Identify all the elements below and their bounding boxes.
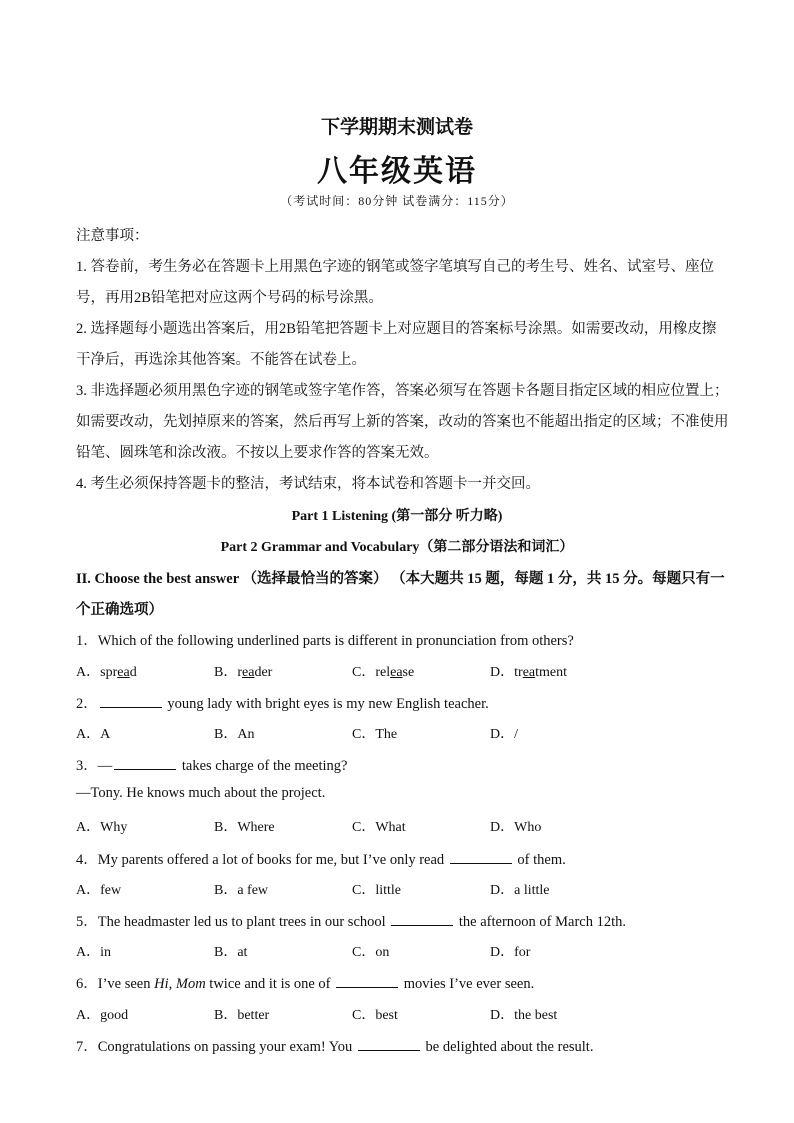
section-title: II. Choose the best answer （选择最恰当的答案） （本大题共 15 题，每题 1 分，共 15 分。每题只有一	[76, 571, 725, 587]
part2-heading: Part 2 Grammar and Vocabulary（第二部分语法和词汇）	[220, 540, 574, 555]
option-c[interactable]: C．release	[352, 665, 415, 680]
option-a[interactable]: A．Why	[76, 820, 128, 835]
question-7: 7．Congratulations on passing your exam! You be delighted about the result.	[76, 1039, 594, 1055]
option-b[interactable]: B．at	[214, 945, 248, 960]
answer-blank[interactable]	[336, 986, 398, 988]
part1-heading: Part 1 Listening (第一部分 听力略)	[291, 509, 503, 524]
question-3-reply: —Tony. He knows much about the project.	[76, 785, 326, 801]
notes-line: 铅笔、圆珠笔和涂改液。不按以上要求作答的答案无效。	[76, 445, 439, 461]
option-c[interactable]: C．The	[352, 727, 398, 742]
option-d[interactable]: D．treatment	[490, 665, 568, 680]
option-b[interactable]: B．Where	[214, 820, 275, 835]
notes-line: 号，再用2B铅笔把对应这两个号码的标号涂黑。	[76, 290, 383, 306]
option-d[interactable]: D．for	[490, 945, 531, 960]
option-c[interactable]: C．best	[352, 1008, 398, 1023]
question-2: 2． young lady with bright eyes is my new English teacher.	[76, 696, 489, 712]
option-b[interactable]: B．reader	[214, 665, 273, 680]
question-1	[76, 629, 574, 650]
option-b[interactable]: B．a few	[214, 883, 269, 898]
option-c[interactable]: C．little	[352, 883, 402, 898]
question-4: 4．My parents offered a lot of books for me, but I’ve only read of them.	[76, 852, 566, 868]
notes-line: 如需要改动，先划掉原来的答案，然后再写上新的答案，改动的答案也不能超出指定的区域；不准使用	[76, 414, 729, 430]
notes-line: 2. 选择题每小题选出答案后，用2B铅笔把答题卡上对应题目的答案标号涂黑。如需要改动，用橡皮擦	[76, 321, 717, 337]
answer-blank[interactable]	[391, 924, 453, 926]
option-a[interactable]: A．good	[76, 1008, 129, 1023]
question-5: 5．The headmaster led us to plant trees in our school the afternoon of March 12th.	[76, 914, 627, 930]
answer-blank[interactable]	[358, 1049, 420, 1051]
movie-title: Hi, Mom	[154, 976, 206, 992]
option-a[interactable]: A．A	[76, 727, 111, 742]
option-a[interactable]: A．few	[76, 883, 122, 898]
answer-blank[interactable]	[114, 768, 176, 770]
option-d[interactable]: D．Who	[490, 820, 542, 835]
option-c[interactable]: C．on	[352, 945, 390, 960]
question-number: 1．	[76, 633, 98, 649]
question-text: Which of the following underlined parts is different in pronunciation from others?	[97, 633, 574, 649]
notes-line: 3. 非选择题必须用黑色字迹的钢笔或签字笔作答，答案必须写在答题卡各题目指定区域的相应位置上；	[76, 383, 729, 399]
notes-heading: 注意事项：	[76, 228, 149, 244]
question-6: 6．I’ve seen Hi, Mom twice and it is one of movies I’ve ever seen.	[76, 976, 535, 992]
option-a[interactable]: A．spread	[76, 665, 137, 680]
answer-blank[interactable]	[450, 862, 512, 864]
option-b[interactable]: B．better	[214, 1008, 270, 1023]
exam-info: （考试时间：80分钟 试卷满分：115分）	[280, 194, 514, 208]
option-d[interactable]: D．a little	[490, 883, 550, 898]
question-3: 3．— takes charge of the meeting?	[76, 758, 348, 774]
notes-line: 干净后，再选涂其他答案。不能答在试卷上。	[76, 352, 366, 368]
option-b[interactable]: B．An	[214, 727, 255, 742]
section-title-cont: 个正确选项）	[76, 602, 163, 618]
exam-subtitle: 下学期期末测试卷	[320, 117, 473, 138]
option-c[interactable]: C．What	[352, 820, 406, 835]
option-d[interactable]: D．the best	[490, 1008, 558, 1023]
option-a[interactable]: A．in	[76, 945, 112, 960]
answer-blank[interactable]	[100, 706, 162, 708]
notes-line: 4. 考生必须保持答题卡的整洁，考试结束，将本试卷和答题卡一并交回。	[76, 476, 540, 492]
option-d[interactable]: D．/	[490, 727, 519, 742]
exam-title: 八年级英语	[317, 155, 477, 188]
notes-line: 1. 答卷前，考生务必在答题卡上用黑色字迹的钢笔或签字笔填写自己的考生号、姓名、试室号、座位	[76, 259, 714, 275]
